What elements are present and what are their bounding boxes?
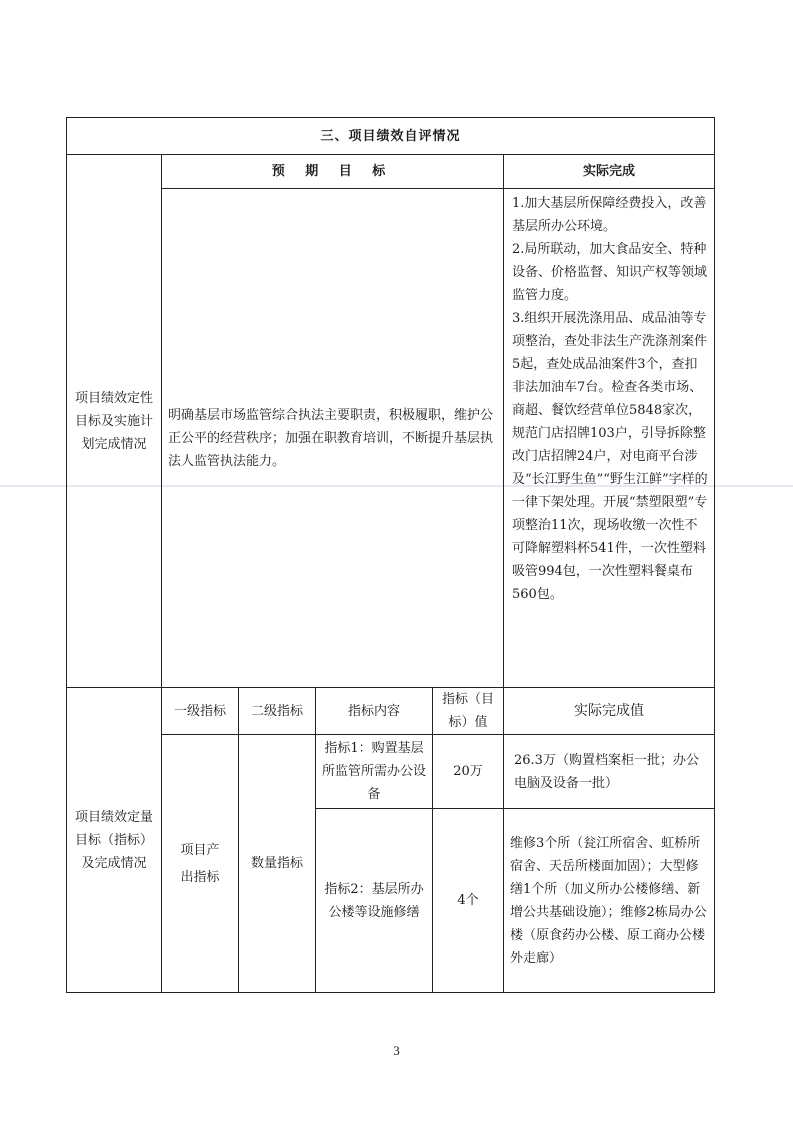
level2-indicator-header: 二级指标 — [239, 688, 316, 735]
indicator-1-actual: 26.3万（购置档案柜一批；办公电脑及设备一批） — [504, 735, 715, 809]
expected-goal-text: 明确基层市场监管综合执法主要职责，积极履职，维护公正公平的经营秩序；加强在职教育培训，不断提升基层执法人监管执法能力。 — [162, 189, 504, 688]
level2-indicator-value: 数量指标 — [239, 735, 316, 993]
qualitative-side-label: 项目绩效定性目标及实施计划完成情况 — [67, 155, 162, 688]
actual-value-header: 实际完成值 — [504, 688, 715, 735]
indicator-2-content: 指标2：基层所办公楼等设施修缮 — [316, 809, 433, 993]
actual-item-2: 2.局所联动，加大食品安全、特种设备、价格监督、知识产权等领域监管力度。 — [512, 242, 708, 303]
actual-completion-header: 实际完成 — [504, 155, 715, 189]
performance-table — [66, 117, 715, 993]
indicator-1-target: 20万 — [433, 735, 504, 809]
level1-indicator-value: 项目产出指标 — [162, 735, 239, 993]
indicator-1-content: 指标1：购置基层所监管所需办公设备 — [316, 735, 433, 809]
section-title: 三、项目绩效自评情况 — [67, 118, 715, 155]
target-value-header: 指标（目标）值 — [433, 688, 504, 735]
indicator-2-target: 4个 — [433, 809, 504, 993]
indicator-2-actual: 维修3个所（瓮江所宿舍、虹桥所宿舍、天岳所楼面加固）；大型修缮1个所（加义所办公楼修缮、新增公共基础设施）；维修2栋局办公楼（原食药办公楼、原工商办公楼外走廊） — [504, 809, 715, 993]
level1-indicator-header: 一级指标 — [162, 688, 239, 735]
quantitative-side-label: 项目绩效定量目标（指标）及完成情况 — [67, 688, 162, 993]
expected-goal-header: 预 期 目 标 — [162, 155, 504, 189]
actual-completion-text — [504, 189, 715, 688]
page-number: 3 — [393, 1043, 400, 1058]
actual-item-3: 3.组织开展洗涤用品、成品油等专项整治，查处非法生产洗涤剂案件5起，查处成品油案件3个，查扣非法加油车7台。检查各类市场、商超、餐饮经营单位5848家次，规范门店招牌103户，引导拆除整改门店招牌24户，对电商平台涉及“长江野生鱼”“野生江鲜”字样的一律下架处理。开展“禁塑限塑”专项整治11次，现场收缴一次性不可降解塑料杯541件，一次性塑料吸管994包，一次性塑料餐桌布560包。 — [512, 311, 708, 602]
indicator-content-header: 指标内容 — [316, 688, 433, 735]
actual-item-1: 1.加大基层所保障经费投入，改善基层所办公环境。 — [512, 196, 707, 234]
